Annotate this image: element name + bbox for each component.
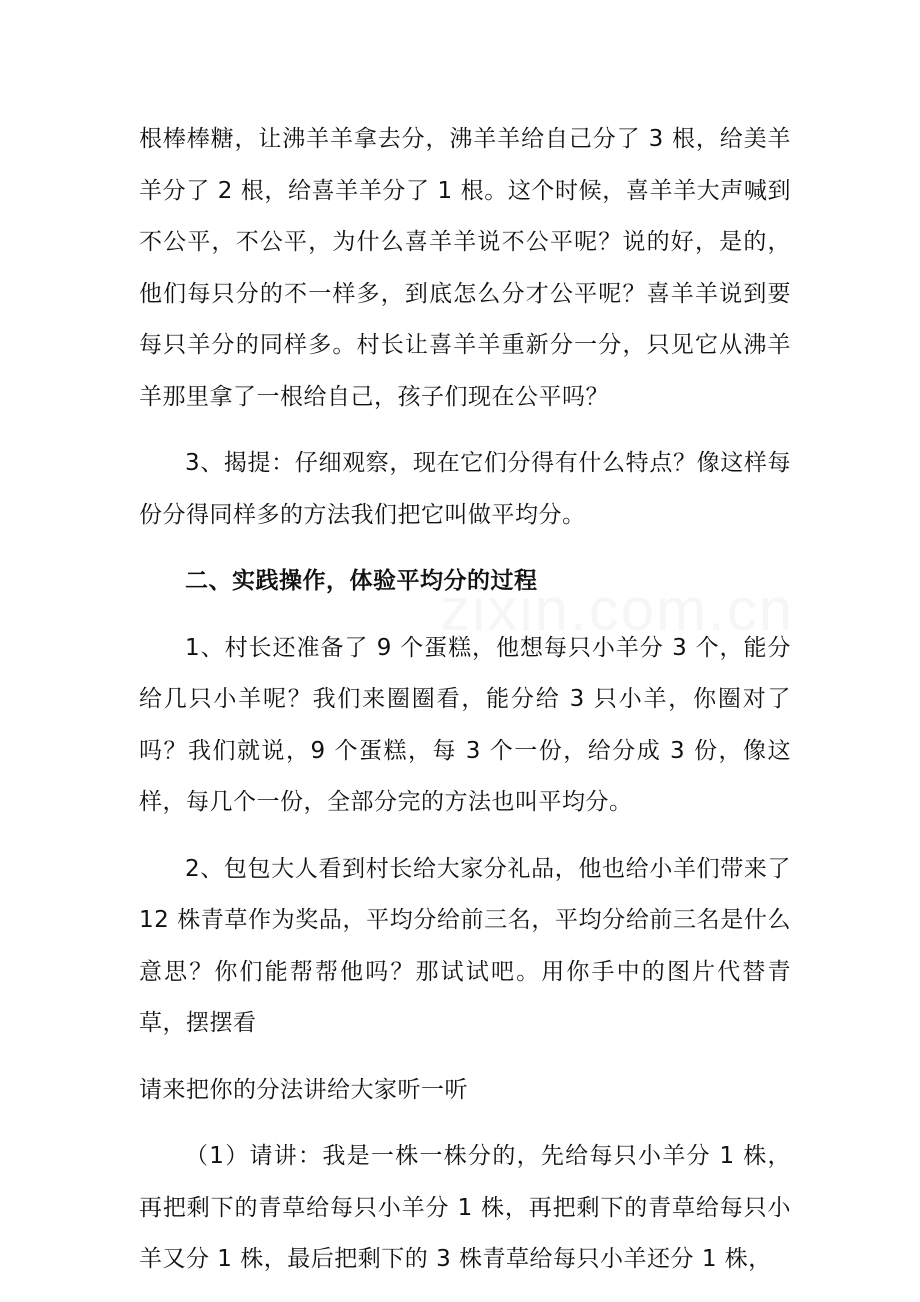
- watermark: zixin.com.cn: [440, 576, 795, 643]
- paragraph-method-1: （1）请讲：我是一株一株分的，先给每只小羊分 1 株，再把剩下的青草给每只小羊分 1 株，再把剩下的青草给每只小羊又分 1 株，最后把剩下的 3 株青草给每只小羊还分 1 株，: [139, 1143, 791, 1272]
- document-body: [139, 114, 791, 1286]
- paragraph-grass: 2、包包大人看到村长给大家分礼品，他也给小羊们带来了 12 株青草作为奖品，平均分给前三名，平均分给前三名是什么意思？你们能帮帮他吗？那试试吧。用你手中的图片代替青草，摆摆看: [139, 855, 791, 1036]
- paragraph-cakes: 1、村长还准备了 9 个蛋糕，他想每只小羊分 3 个，能分给几只小羊呢？我们来圈圈看，能分给 3 只小羊，你圈对了吗？我们就说，9 个蛋糕，每 3 个一份，给分成 3 份，像这样，每几个一份，全部分完的方法也叫平均分。: [139, 634, 791, 815]
- paragraph-step-3-reveal: 3、揭提：仔细观察，现在它们分得有什么特点？像这样每份分得同样多的方法我们把它叫做平均分。: [139, 450, 791, 528]
- paragraph-share-method: 请来把你的分法讲给大家听一听: [139, 1076, 468, 1103]
- paragraph-lollipop-story: 根棒棒糖，让沸羊羊拿去分，沸羊羊给自己分了 3 根，给美羊羊分了 2 根，给喜羊羊分了 1 根。这个时候，喜羊羊大声喊到不公平，不公平，为什么喜羊羊说不公平呢？说的好，是的，他们每只分的不一样多，到底怎么分才公平呢？喜羊羊说到要每只羊分的同样多。村长让喜羊羊重新分一分，只见它从沸羊羊那里拿了一根给自己，孩子们现在公平吗？: [139, 126, 791, 410]
- section-heading-practice: 二、实践操作，体验平均分的过程: [185, 568, 538, 594]
